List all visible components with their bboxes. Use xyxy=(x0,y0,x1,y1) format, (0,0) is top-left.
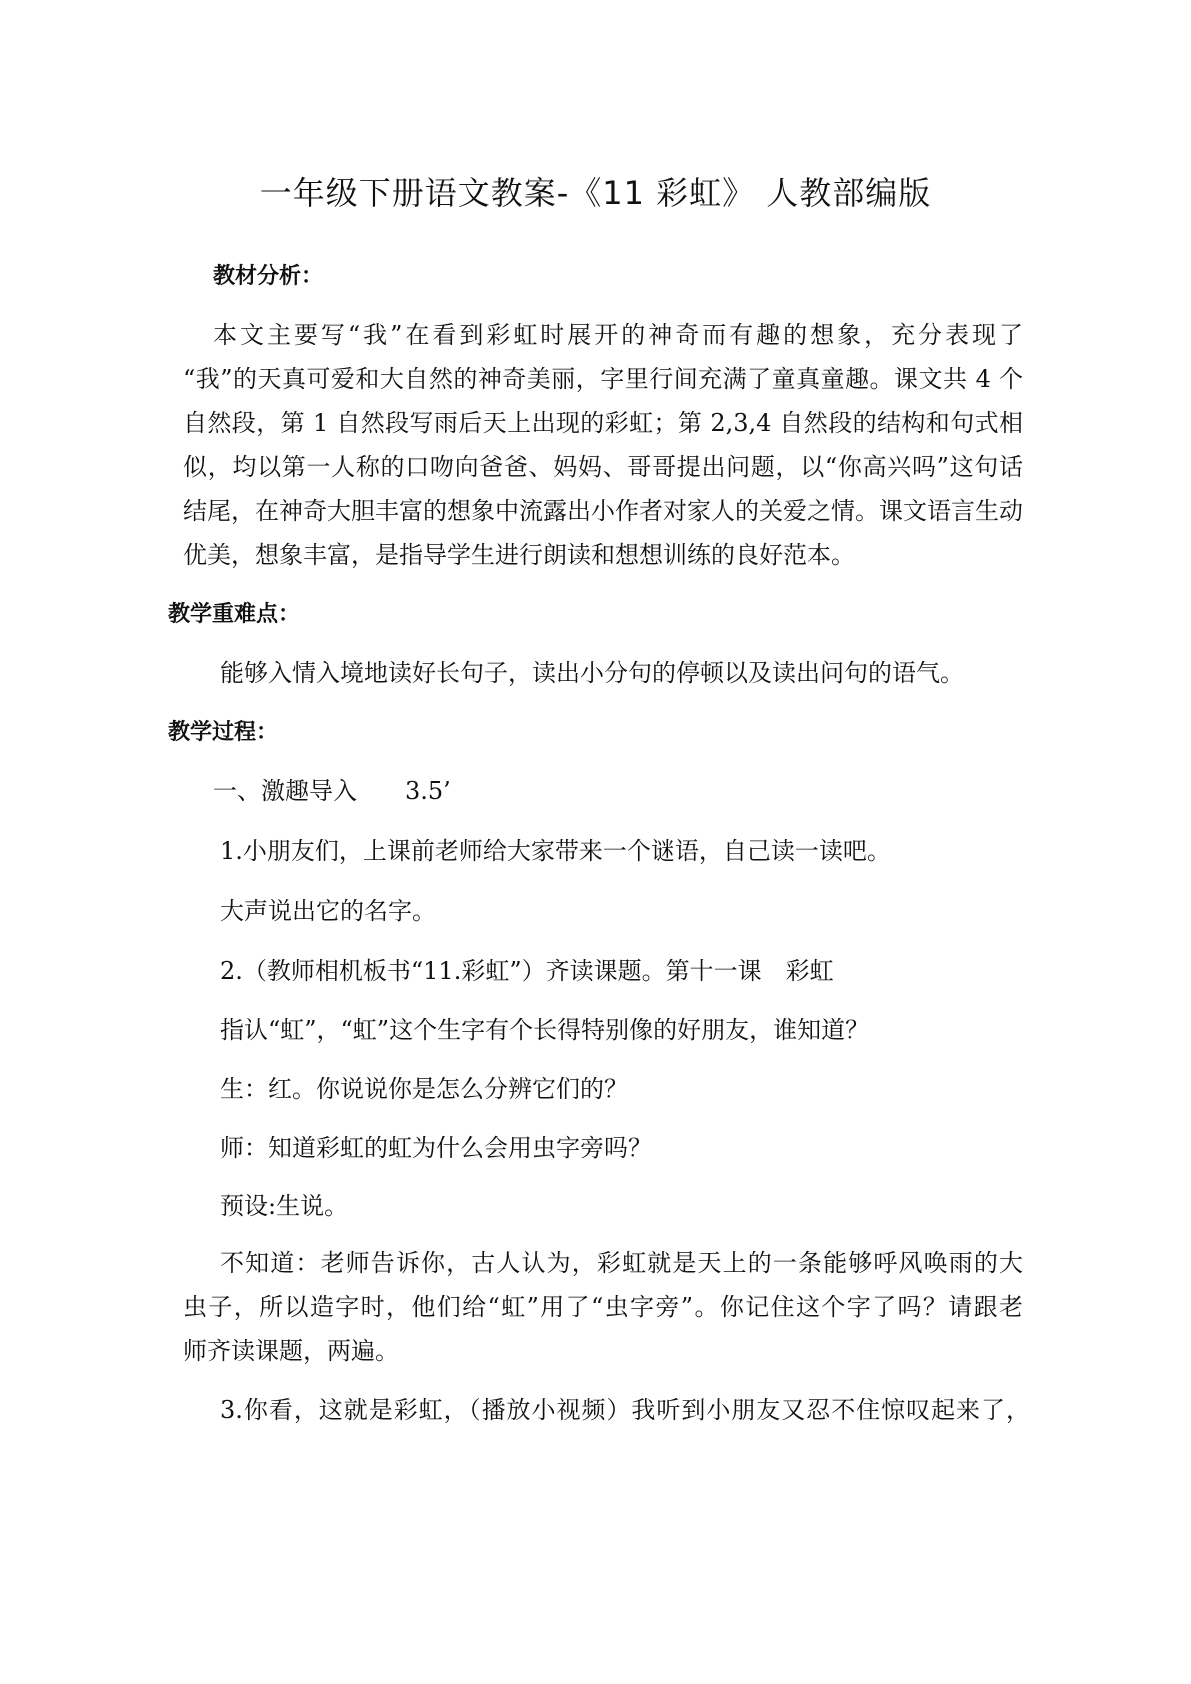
process-paragraph-5: 生：红。你说说你是怎么分辨它们的？ xyxy=(220,1075,628,1103)
process-paragraph-1: 1.小朋友们，上课前老师给大家带来一个谜语，自己读一读吧。 xyxy=(220,837,891,865)
heading-key-points: 教学重难点： xyxy=(168,602,301,627)
analysis-line-1: 本文主要写“我”在看到彩虹时展开的神奇而有趣的想象，充分表现了 xyxy=(213,321,1023,349)
analysis-line-6: 优美，想象丰富，是指导学生进行朗读和想想训练的良好范本。 xyxy=(183,541,855,569)
process-paragraph-4: 指认“虹”，“虹”这个生字有个长得特别像的好朋友，谁知道？ xyxy=(220,1016,870,1044)
heading-teaching-process: 教学过程： xyxy=(168,720,279,745)
process-paragraph-7: 预设:生说。 xyxy=(220,1192,349,1220)
heading-textbook-analysis: 教材分析： xyxy=(213,264,324,289)
process-paragraph-8-line-2: 虫子，所以造字时，他们给“虹”用了“虫字旁”。你记住这个字了吗？请跟老 xyxy=(183,1293,1023,1321)
process-paragraph-8-line-1: 不知道：老师告诉你，古人认为，彩虹就是天上的一条能够呼风唤雨的大 xyxy=(220,1249,1023,1277)
analysis-line-4: 似，均以第一人称的口吻向爸爸、妈妈、哥哥提出问题，以“你高兴吗”这句话 xyxy=(183,453,1023,481)
process-paragraph-2: 大声说出它的名字。 xyxy=(220,897,436,925)
analysis-line-5: 结尾，在神奇大胆丰富的想象中流露出小作者对家人的关爱之情。课文语言生动 xyxy=(183,497,1023,525)
process-paragraph-9: 3.你看，这就是彩虹，（播放小视频）我听到小朋友又忍不住惊叹起来了， xyxy=(220,1396,1030,1424)
process-paragraph-6: 师：知道彩虹的虹为什么会用虫字旁吗？ xyxy=(220,1134,652,1162)
key-points-text: 能够入情入境地读好长句子，读出小分句的停顿以及读出问句的语气。 xyxy=(220,659,964,687)
process-paragraph-8-line-3: 师齐读课题，两遍。 xyxy=(183,1337,399,1365)
step1-title: 一、激趣导入 3.5’ xyxy=(213,777,451,805)
process-paragraph-3: 2.（教师相机板书“11.彩虹”）齐读课题。第十一课 彩虹 xyxy=(220,957,834,985)
document-title: 一年级下册语文教案-《11 彩虹》 人教部编版 xyxy=(259,174,932,212)
analysis-line-2: “我”的天真可爱和大自然的神奇美丽，字里行间充满了童真童趣。课文共 4 个 xyxy=(183,365,1023,393)
analysis-line-3: 自然段，第 1 自然段写雨后天上出现的彩虹；第 2,3,4 自然段的结构和句式相 xyxy=(183,409,1023,437)
